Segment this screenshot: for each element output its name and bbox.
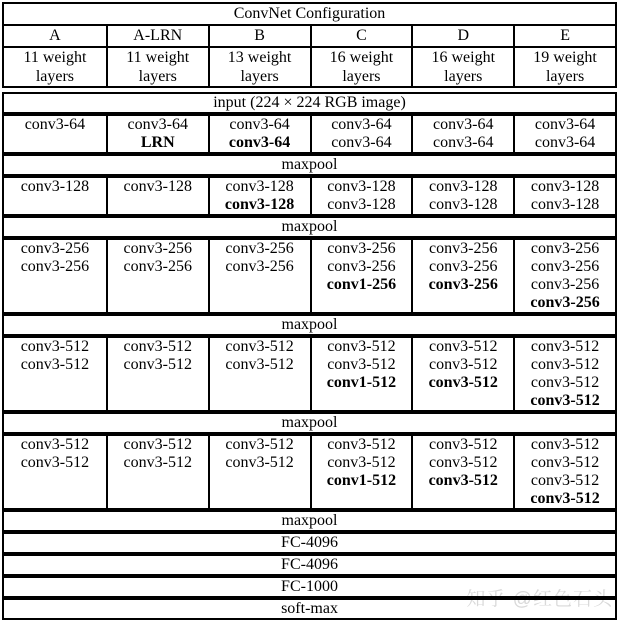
depth-label: 13 weight layers [208, 48, 310, 86]
conv-layer: conv3-512 [428, 472, 498, 489]
depth-label: 19 weight layers [513, 48, 615, 86]
conv-layer: conv3-128 [123, 178, 192, 195]
fc-row: FC-1000 [281, 578, 338, 595]
conv-cell [208, 178, 310, 214]
conv-layer: conv3-512 [20, 454, 90, 471]
maxpool-row-section [2, 154, 617, 176]
conv-layer: conv3-512 [530, 338, 600, 355]
conv-layer: conv3-512 [20, 436, 90, 453]
conv-layer: conv3-512 [327, 338, 396, 355]
maxpool-row-section [2, 314, 617, 336]
depth-label-row [4, 48, 615, 86]
conv-cell [310, 178, 412, 214]
conv-layer: conv3-512 [225, 338, 294, 355]
conv-cell [4, 240, 106, 312]
conv-layer: conv3-64 [228, 134, 291, 151]
conv-block-section [2, 336, 617, 412]
conv-layer: conv3-512 [225, 436, 294, 453]
conv-cell [208, 240, 310, 312]
conv-layer: conv3-512 [327, 454, 396, 471]
conv-layer: conv3-256 [530, 240, 600, 257]
conv-layer: conv3-512 [530, 490, 600, 507]
maxpool-row-section [2, 216, 617, 238]
conv-cell [411, 436, 513, 508]
conv-layer: conv3-512 [225, 356, 294, 373]
conv-cell [106, 240, 208, 312]
maxpool-row: maxpool [281, 316, 338, 333]
conv-layer: conv3-256 [225, 240, 294, 257]
conv-layer: conv3-128 [327, 178, 396, 195]
conv-cell [310, 436, 412, 508]
conv-layer: conv3-64 [229, 116, 290, 133]
column-header-a-lrn: A-LRN [106, 26, 208, 46]
conv-cell [208, 436, 310, 508]
conv-cell [513, 178, 615, 214]
conv-block-4 [4, 436, 615, 508]
input-row-section [2, 92, 617, 114]
conv-layer: conv3-512 [123, 436, 192, 453]
conv-cell [411, 178, 513, 214]
conv-layer: conv3-256 [530, 258, 600, 275]
conv-cell [106, 116, 208, 152]
softmax-row-section [2, 598, 617, 620]
conv-layer: conv3-256 [327, 240, 396, 257]
conv-layer: conv3-128 [20, 178, 90, 195]
conv-cell [106, 178, 208, 214]
depth-label: 16 weight layers [411, 48, 513, 86]
conv-layer: LRN [140, 134, 175, 151]
depth-label: 11 weight layers [23, 49, 87, 85]
column-header-d: D [411, 26, 513, 46]
table-body [2, 92, 617, 620]
conv-cell [310, 338, 412, 410]
conv-layer: conv3-512 [429, 436, 498, 453]
conv-cell [513, 436, 615, 508]
conv-layer: conv3-512 [225, 454, 294, 471]
table-title: ConvNet Configuration [4, 4, 615, 26]
conv-layer: conv3-64 [534, 134, 596, 151]
conv-cell [208, 116, 310, 152]
conv-layer: conv1-512 [326, 472, 397, 489]
conv-layer: conv3-256 [20, 258, 90, 275]
conv-layer: conv3-512 [530, 374, 600, 391]
conv-layer: conv3-128 [530, 178, 600, 195]
conv-layer: conv3-128 [429, 178, 498, 195]
conv-layer: conv3-64 [534, 116, 596, 133]
conv-cell [513, 338, 615, 410]
conv-layer: conv3-512 [429, 338, 498, 355]
conv-cell [310, 116, 412, 152]
conv-layer: conv3-256 [429, 258, 498, 275]
maxpool-row: maxpool [281, 218, 338, 235]
convnet-configuration-table [2, 2, 617, 620]
conv-layer: conv3-512 [327, 436, 396, 453]
conv-block-section [2, 176, 617, 216]
conv-layer: conv3-256 [429, 240, 498, 257]
column-header-row [4, 26, 615, 48]
maxpool-row: maxpool [281, 156, 338, 173]
conv-layer: conv3-64 [331, 116, 392, 133]
conv-cell [310, 240, 412, 312]
conv-layer: conv3-512 [123, 338, 192, 355]
conv-layer: conv3-512 [123, 454, 192, 471]
conv-layer: conv3-256 [428, 276, 498, 293]
maxpool-row-section [2, 510, 617, 532]
conv-layer: conv3-128 [429, 196, 498, 213]
depth-label: 16 weight layers [310, 48, 412, 86]
conv-layer: conv3-256 [123, 240, 192, 257]
conv-cell [106, 338, 208, 410]
table-header-section [2, 2, 617, 88]
conv-layer: conv1-512 [326, 374, 397, 391]
conv-layer: conv3-64 [433, 116, 494, 133]
fc-row: FC-4096 [281, 556, 338, 573]
conv-layer: conv3-256 [327, 258, 396, 275]
conv-block-3 [4, 338, 615, 410]
fc-row: FC-4096 [281, 534, 338, 551]
watermark: 知乎 @红色石头 [466, 589, 613, 610]
conv-cell [208, 338, 310, 410]
conv-layer: conv3-64 [433, 134, 494, 151]
conv-layer: conv3-256 [530, 294, 600, 311]
conv-layer: conv3-512 [530, 436, 600, 453]
conv-block-2 [4, 240, 615, 312]
conv-layer: conv3-512 [530, 454, 600, 471]
conv-layer: conv3-128 [530, 196, 600, 213]
conv-layer: conv1-256 [326, 276, 397, 293]
conv-block-1 [4, 178, 615, 214]
conv-layer: conv3-512 [20, 338, 90, 355]
conv-layer: conv3-256 [123, 258, 192, 275]
conv-layer: conv3-256 [530, 276, 600, 293]
conv-cell [411, 338, 513, 410]
conv-cell [4, 178, 106, 214]
column-header-b: B [208, 26, 310, 46]
conv-layer: conv3-64 [24, 116, 86, 133]
conv-layer: conv3-128 [327, 196, 396, 213]
conv-layer: conv3-512 [429, 454, 498, 471]
conv-layer: conv3-512 [20, 356, 90, 373]
conv-layer: conv3-512 [530, 356, 600, 373]
column-header-a: A [49, 27, 61, 44]
conv-cell [4, 338, 106, 410]
maxpool-row: maxpool [281, 512, 338, 529]
conv-block-section [2, 434, 617, 510]
conv-layer: conv3-256 [20, 240, 90, 257]
conv-cell [411, 116, 513, 152]
conv-cell [513, 116, 615, 152]
fc-row-section [2, 554, 617, 576]
conv-layer: conv3-128 [224, 196, 295, 213]
depth-label: 11 weight layers [106, 48, 208, 86]
conv-layer: conv3-64 [331, 134, 392, 151]
fc-row-section [2, 576, 617, 598]
conv-layer: conv3-128 [225, 178, 294, 195]
column-header-e: E [513, 26, 615, 46]
conv-cell [4, 436, 106, 508]
conv-layer: conv3-64 [127, 116, 188, 133]
input-row: input (224 × 224 RGB image) [213, 94, 406, 111]
fc-row-section [2, 532, 617, 554]
maxpool-row-section [2, 412, 617, 434]
conv-cell [4, 116, 106, 152]
conv-layer: conv3-512 [428, 374, 498, 391]
conv-cell [513, 240, 615, 312]
conv-layer: conv3-512 [123, 356, 192, 373]
conv-block-section [2, 238, 617, 314]
column-header-c: C [310, 26, 412, 46]
conv-block-section [2, 114, 617, 154]
conv-layer: conv3-512 [327, 356, 396, 373]
maxpool-row: maxpool [281, 414, 338, 431]
conv-block-0 [4, 116, 615, 152]
conv-layer: conv3-512 [530, 392, 600, 409]
conv-cell [106, 436, 208, 508]
conv-layer: conv3-512 [429, 356, 498, 373]
conv-cell [411, 240, 513, 312]
conv-layer: conv3-256 [225, 258, 294, 275]
conv-layer: conv3-512 [530, 472, 600, 489]
softmax-row: soft-max [281, 600, 338, 617]
